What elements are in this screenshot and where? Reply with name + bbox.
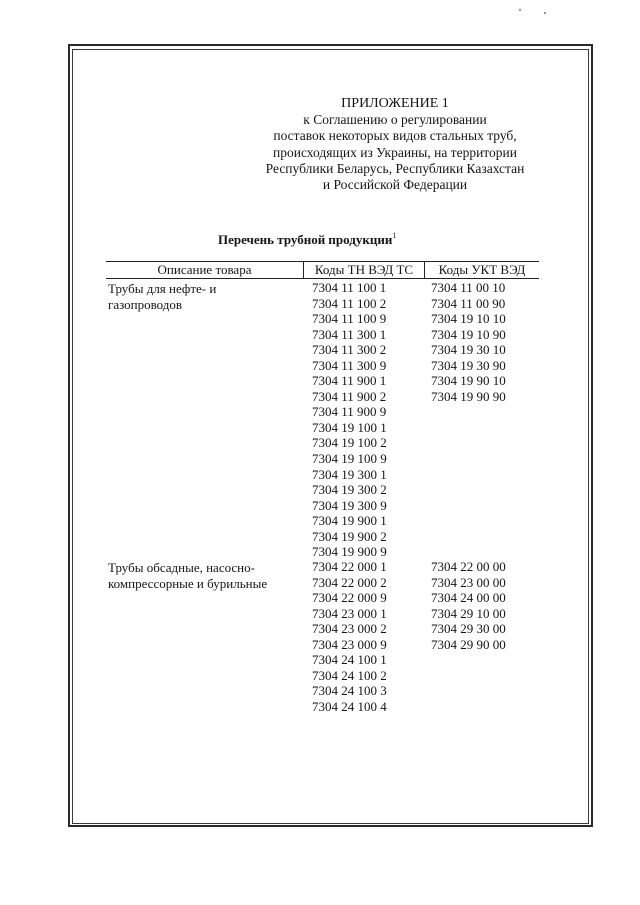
ukt-ved-code: 7304 19 30 10 — [431, 342, 506, 358]
appendix-header — [230, 96, 560, 193]
ukt-ved-code: 7304 19 90 90 — [431, 388, 506, 404]
tn-ved-code: 7304 19 900 9 — [312, 544, 387, 560]
ukt-ved-code: 7304 29 10 00 — [431, 605, 506, 621]
tn-ved-code-list — [312, 559, 387, 714]
tn-ved-code: 7304 11 900 9 — [312, 404, 387, 420]
tn-ved-code: 7304 19 100 2 — [312, 435, 387, 451]
appendix-title: ПРИЛОЖЕНИЕ 1 — [341, 96, 449, 111]
ukt-ved-code: 7304 11 00 90 — [431, 295, 506, 311]
tn-ved-code: 7304 11 300 9 — [312, 357, 387, 373]
tn-ved-code-list — [312, 280, 387, 560]
footnote-mark: 1 — [392, 231, 397, 240]
tn-ved-code: 7304 11 900 1 — [312, 373, 387, 389]
tn-ved-code: 7304 22 000 9 — [312, 590, 387, 606]
tn-ved-code: 7304 11 300 1 — [312, 326, 387, 342]
tn-ved-code: 7304 19 300 1 — [312, 466, 387, 482]
tn-ved-code: 7304 24 100 2 — [312, 667, 387, 683]
column-header-ukt-ved: Коды УКТ ВЭД — [438, 262, 526, 277]
ukt-ved-code: 7304 29 30 00 — [431, 621, 506, 637]
ukt-ved-code: 7304 23 00 00 — [431, 574, 506, 590]
tn-ved-code: 7304 19 100 1 — [312, 419, 387, 435]
tn-ved-code: 7304 24 100 4 — [312, 698, 387, 714]
ukt-ved-code: 7304 22 00 00 — [431, 559, 506, 574]
tn-ved-code: 7304 22 000 2 — [312, 574, 387, 590]
list-title — [218, 231, 396, 248]
column-header-description: Описание товара — [157, 262, 252, 277]
column-header-tn-ved: Коды ТН ВЭД ТС — [314, 262, 414, 277]
ukt-ved-code: 7304 24 00 00 — [431, 590, 506, 606]
group-description: Трубы обсадные, насосно- компрессорные и бурильные — [108, 560, 268, 591]
tn-ved-code: 7304 24 100 1 — [312, 652, 387, 668]
appendix-line: к Соглашению о регулировании — [303, 112, 487, 128]
tn-ved-code: 7304 11 900 2 — [312, 388, 387, 404]
tn-ved-code: 7304 19 900 2 — [312, 528, 387, 544]
tn-ved-code: 7304 19 300 9 — [312, 497, 387, 513]
list-title-text: Перечень трубной продукции — [218, 232, 393, 247]
tn-ved-code: 7304 11 100 2 — [312, 295, 387, 311]
ukt-ved-code: 7304 29 90 00 — [431, 636, 506, 652]
appendix-line: Республики Беларусь, Республики Казахстан — [265, 160, 525, 176]
ukt-ved-code: 7304 19 30 90 — [431, 357, 506, 373]
appendix-line: поставок некоторых видов стальных труб, — [273, 128, 517, 144]
tn-ved-code: 7304 23 000 9 — [312, 636, 387, 652]
tn-ved-code: 7304 22 000 1 — [312, 559, 387, 574]
ukt-ved-code-list — [431, 559, 506, 652]
tn-ved-code: 7304 11 100 9 — [312, 311, 387, 327]
tn-ved-code: 7304 19 100 9 — [312, 451, 387, 467]
ukt-ved-code: 7304 11 00 10 — [431, 280, 506, 295]
ukt-ved-code-list — [431, 280, 506, 404]
appendix-line: происходящих из Украины, на территории — [273, 144, 517, 160]
tn-ved-code: 7304 23 000 2 — [312, 621, 387, 637]
scan-speck — [519, 9, 521, 11]
scan-speck — [544, 12, 546, 14]
tn-ved-code: 7304 11 100 1 — [312, 280, 387, 295]
ukt-ved-code: 7304 19 10 90 — [431, 326, 506, 342]
group-description: Трубы для нефте- и газопроводов — [108, 281, 217, 312]
tn-ved-code: 7304 11 300 2 — [312, 342, 387, 358]
appendix-line: и Российской Федерации — [322, 177, 468, 193]
table-header-rule — [106, 278, 539, 279]
tn-ved-code: 7304 23 000 1 — [312, 605, 387, 621]
ukt-ved-code: 7304 19 90 10 — [431, 373, 506, 389]
tn-ved-code: 7304 19 900 1 — [312, 513, 387, 529]
ukt-ved-code: 7304 19 10 10 — [431, 311, 506, 327]
tn-ved-code: 7304 24 100 3 — [312, 683, 387, 699]
tn-ved-code: 7304 19 300 2 — [312, 482, 387, 498]
